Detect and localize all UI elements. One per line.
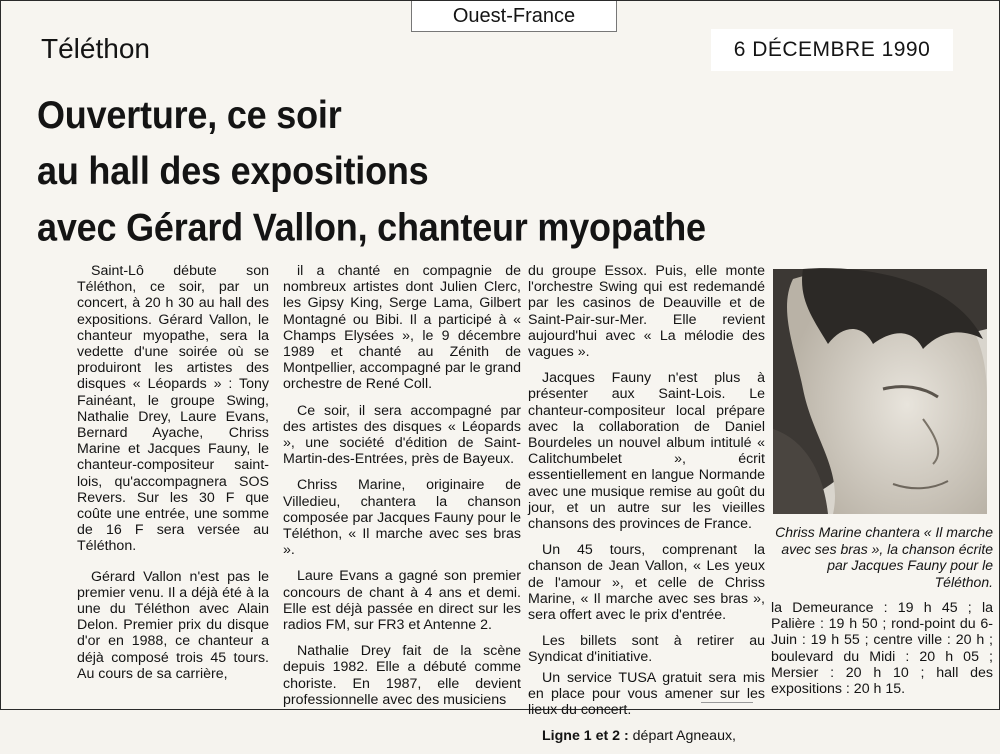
- section-title: Téléthon: [41, 33, 150, 64]
- paragraph: Un service TUSA gratuit sera mis en place pour vous amener sur les lieux du concert.: [528, 669, 765, 719]
- article-column-2: [283, 263, 521, 718]
- headline-line-3: avec Gérard Vallon, chanteur myopathe: [37, 204, 706, 249]
- newspaper-name: Ouest-France: [411, 1, 617, 32]
- paragraph: Les billets sont à retirer au Syndicat d'initiative.: [528, 633, 765, 666]
- paragraph: Un 45 tours, comprenant la chanson de Jean Vallon, « Les yeux de l'amour », et celle de Chriss Marine, « Il marche avec ses bras », sera offert avec le prix d'entrée.: [528, 542, 765, 624]
- portrait-image: [773, 269, 987, 514]
- paragraph: Nathalie Drey fait de la scène depuis 1982. Elle a débuté comme choriste. En 1987, elle devient professionnelle avec des musiciens: [283, 643, 521, 708]
- article-column-3: [528, 263, 765, 754]
- portrait-photo: [773, 269, 987, 514]
- article-column-4: [771, 263, 993, 707]
- divider: [701, 702, 753, 703]
- paragraph: du groupe Essox. Puis, elle monte l'orchestre Swing qui est redemandé par les casinos de Deauville et de Saint-Pair-sur-Mer. Elle revient aujourd'hui avec « La mélodie des vagues ».: [528, 263, 765, 361]
- paragraph: Chriss Marine, originaire de Villedieu, chantera la chanson composée par Jacques Fauny pour le Téléthon, « Il marche avec ses bras ».: [283, 477, 521, 559]
- paragraph: Laure Evans a gagné son premier concours de chant à 4 ans et demi. Elle est déjà passée en direct sur les radios FM, sur FR3 et Antenne 2.: [283, 568, 521, 634]
- paragraph: Saint-Lô débute son Téléthon, ce soir, par un concert, à 20 h 30 au hall des expositions. Gérard Vallon, le chanteur myopathe, sera la vedette d'une soirée où se produiront les artistes des disques « Léopards » : Tony Fainéant, le groupe Swing, Nathalie Drey, Laure Evans, Bernard Ayache, Chriss Marine et Jacques Fauny, le chanteur-compositeur saint-lois, qu'accompagnera SOS Revers. Sur les 30 F que coûte une entrée, une somme de 16 F sera versée au Téléthon.: [77, 263, 269, 555]
- bus-text: départ Agneaux,: [628, 728, 736, 745]
- paragraph: Gérard Vallon n'est pas le premier venu. Il a déjà été à la une du Téléthon avec Alain Delon. Premier prix du disque d'or en 1988, ce chanteur a déjà composé trois 45 tours. Au cours de sa carrière,: [77, 568, 269, 682]
- paragraph: il a chanté en compagnie de nombreux artistes dont Julien Clerc, les Gipsy King, Serge Lama, Gilbert Montagné ou Bibi. Il a participé à « Champs Elysées », le 9 décembre 1989 et chanté au Zénith de Montpellier, accompagné par le grand orchestre de René Coll.: [283, 263, 521, 393]
- photo-caption: Chriss Marine chantera « Il marche avec ses bras », la chanson écrite par Jacques Fauny pour le Téléthon.: [775, 524, 993, 590]
- paragraph: [528, 728, 765, 744]
- headline: [37, 87, 706, 255]
- bold-lead: Ligne 1 et 2 :: [542, 728, 629, 745]
- paragraph: la Demeurance : 19 h 45 ; la Palière : 19 h 50 ; rond-point du 6-Juin : 19 h 55 ; centre ville : 20 h ; boulevard du Midi : 20 h 05 ; Mersier : 20 h 10 ; hall des expositions : 20 h 15.: [771, 600, 993, 698]
- paragraph: Jacques Fauny n'est plus à présenter aux Saint-Lois. Le chanteur-compositeur local prépare avec la collaboration de Daniel Bourdeles un nouvel album intitulé « Calitchumbelet », écrit essentiellement en langue Normande avec une musique remise au goût du jour, et un autre sur les vieilles chansons des provinces de France.: [528, 370, 765, 533]
- article-column-1: [77, 263, 269, 692]
- headline-line-1: Ouverture, ce soir: [37, 92, 342, 137]
- article-date: 6 DÉCEMBRE 1990: [711, 29, 953, 71]
- paragraph: Ce soir, il sera accompagné par des artistes des disques « Léopards », une société d'édition de Saint-Martin-des-Entrées, près de Bayeux.: [283, 402, 521, 468]
- headline-line-2: au hall des expositions: [37, 148, 429, 193]
